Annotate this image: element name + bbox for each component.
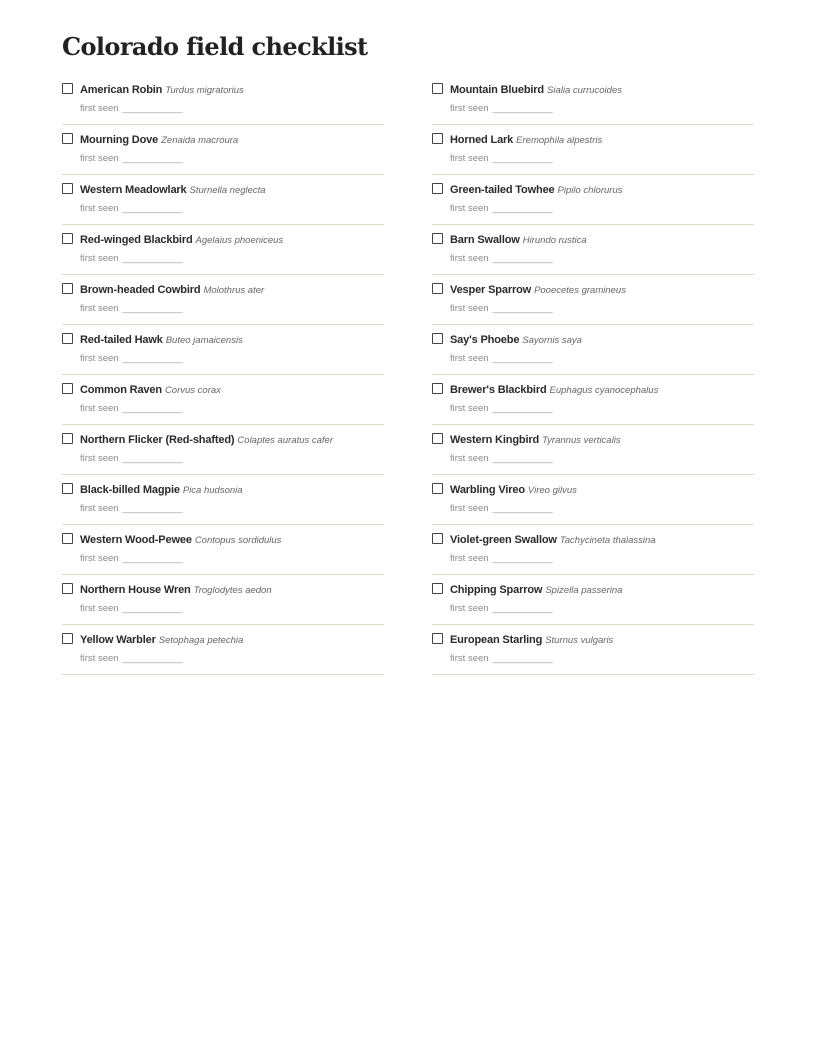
common-name: Brewer's Blackbird	[450, 384, 547, 396]
first-seen-blank[interactable]: ____________	[122, 453, 183, 464]
first-seen-blank[interactable]: ____________	[492, 553, 553, 564]
checkbox[interactable]	[432, 83, 443, 94]
scientific-name: Contopus sordidulus	[194, 535, 282, 546]
first-seen-blank[interactable]: ____________	[122, 253, 183, 264]
common-name: Red-winged Blackbird	[80, 234, 193, 246]
species-line	[80, 632, 243, 648]
species-line	[450, 582, 622, 598]
scientific-name: Zenaida macroura	[161, 135, 239, 146]
first-seen-label: first seen	[450, 253, 489, 264]
first-seen-blank[interactable]: ____________	[122, 153, 183, 164]
scientific-name: Pica hudsonia	[182, 485, 243, 496]
first-seen-line	[450, 203, 552, 215]
first-seen-line	[450, 253, 552, 265]
checklist-item	[432, 125, 754, 175]
first-seen-blank[interactable]: ____________	[492, 453, 553, 464]
first-seen-line	[80, 253, 182, 265]
first-seen-line	[80, 103, 182, 115]
first-seen-blank[interactable]: ____________	[492, 253, 553, 264]
common-name: Green-tailed Towhee	[450, 184, 555, 196]
species-line	[80, 232, 283, 248]
first-seen-line	[450, 153, 552, 165]
common-name: Mountain Bluebird	[450, 84, 544, 96]
checklist-item	[62, 575, 384, 625]
first-seen-blank[interactable]: ____________	[122, 403, 183, 414]
common-name: Chipping Sparrow	[450, 584, 543, 596]
first-seen-label: first seen	[450, 653, 489, 664]
common-name: Western Meadowlark	[80, 184, 187, 196]
common-name: Mourning Dove	[80, 134, 159, 146]
checklist-item	[432, 625, 754, 675]
common-name: Common Raven	[80, 384, 162, 396]
checklist-item	[432, 225, 754, 275]
checklist-item	[62, 175, 384, 225]
first-seen-label: first seen	[80, 303, 119, 314]
common-name: Northern Flicker (Red-shafted)	[80, 434, 235, 446]
checkbox[interactable]	[62, 583, 73, 594]
checklist-item	[62, 375, 384, 425]
checkbox[interactable]	[62, 433, 73, 444]
first-seen-line	[450, 603, 552, 615]
scientific-name: Setophaga petechia	[158, 635, 244, 646]
page-title: Colorado field checklist	[62, 32, 368, 61]
first-seen-label: first seen	[450, 553, 489, 564]
scientific-name: Euphagus cyanocephalus	[549, 385, 659, 396]
checklist-item	[432, 575, 754, 625]
common-name: Brown-headed Cowbird	[80, 284, 201, 296]
checklist-item	[62, 525, 384, 575]
checklist-column-right	[432, 75, 754, 675]
checklist-item	[62, 475, 384, 525]
species-line	[80, 132, 238, 148]
species-line	[450, 182, 622, 198]
scientific-name: Vireo gilvus	[527, 485, 577, 496]
first-seen-label: first seen	[450, 103, 489, 114]
scientific-name: Sialia currucoides	[547, 85, 622, 96]
checkbox[interactable]	[62, 83, 73, 94]
first-seen-blank[interactable]: ____________	[122, 653, 183, 664]
first-seen-line	[80, 203, 182, 215]
common-name: Western Kingbird	[450, 434, 540, 446]
species-line	[450, 482, 577, 498]
species-line	[80, 332, 243, 348]
first-seen-line	[450, 553, 552, 565]
species-line	[80, 82, 244, 98]
first-seen-label: first seen	[450, 453, 489, 464]
first-seen-blank[interactable]: ____________	[492, 603, 553, 614]
checkbox[interactable]	[432, 633, 443, 644]
first-seen-label: first seen	[80, 553, 119, 564]
species-line	[450, 232, 587, 248]
first-seen-line	[450, 503, 552, 515]
first-seen-blank[interactable]: ____________	[492, 103, 553, 114]
first-seen-blank[interactable]: ____________	[492, 353, 553, 364]
first-seen-label: first seen	[80, 453, 119, 464]
checkbox[interactable]	[62, 183, 73, 194]
species-line	[80, 382, 221, 398]
first-seen-label: first seen	[450, 353, 489, 364]
checkbox[interactable]	[62, 133, 73, 144]
checklist-item	[432, 175, 754, 225]
checklist-item	[432, 525, 754, 575]
scientific-name: Pooecetes gramineus	[534, 285, 626, 296]
first-seen-label: first seen	[80, 403, 119, 414]
first-seen-label: first seen	[450, 303, 489, 314]
first-seen-line	[80, 403, 182, 415]
scientific-name: Pipilo chlorurus	[557, 185, 623, 196]
checklist-item	[432, 425, 754, 475]
common-name: Northern House Wren	[80, 584, 191, 596]
first-seen-blank[interactable]: ____________	[122, 203, 183, 214]
checklist-item	[432, 375, 754, 425]
common-name: Warbling Vireo	[450, 484, 525, 496]
common-name: Say's Phoebe	[450, 334, 520, 346]
species-line	[80, 282, 264, 298]
checkbox[interactable]	[432, 333, 443, 344]
first-seen-label: first seen	[80, 603, 119, 614]
first-seen-label: first seen	[80, 203, 119, 214]
scientific-name: Colaptes auratus cafer	[237, 435, 334, 446]
first-seen-blank[interactable]: ____________	[122, 303, 183, 314]
common-name: American Robin	[80, 84, 163, 96]
checkbox[interactable]	[62, 333, 73, 344]
first-seen-blank[interactable]: ____________	[122, 603, 183, 614]
first-seen-label: first seen	[80, 153, 119, 164]
first-seen-line	[80, 653, 182, 665]
common-name: Horned Lark	[450, 134, 514, 146]
first-seen-line	[450, 353, 552, 365]
checklist-item	[432, 325, 754, 375]
checklist-item	[62, 75, 384, 125]
checklist-item	[432, 475, 754, 525]
scientific-name: Turdus migratorius	[165, 85, 244, 96]
first-seen-line	[450, 103, 552, 115]
scientific-name: Troglodytes aedon	[193, 585, 272, 596]
checklist-item	[432, 275, 754, 325]
common-name: Yellow Warbler	[80, 634, 156, 646]
first-seen-line	[80, 603, 182, 615]
checkbox[interactable]	[432, 483, 443, 494]
first-seen-blank[interactable]: ____________	[492, 403, 553, 414]
common-name: Red-tailed Hawk	[80, 334, 163, 346]
first-seen-line	[450, 303, 552, 315]
scientific-name: Corvus corax	[164, 385, 221, 396]
first-seen-label: first seen	[450, 403, 489, 414]
first-seen-label: first seen	[80, 103, 119, 114]
species-line	[450, 632, 613, 648]
first-seen-blank[interactable]: ____________	[122, 103, 183, 114]
checkbox[interactable]	[432, 533, 443, 544]
species-line	[80, 532, 281, 548]
first-seen-blank[interactable]: ____________	[492, 203, 553, 214]
species-line	[450, 432, 621, 448]
checkbox[interactable]	[432, 583, 443, 594]
first-seen-label: first seen	[80, 353, 119, 364]
species-line	[450, 82, 622, 98]
first-seen-line	[80, 303, 182, 315]
first-seen-label: first seen	[80, 503, 119, 514]
scientific-name: Spizella passerina	[545, 585, 623, 596]
first-seen-label: first seen	[80, 253, 119, 264]
checkbox[interactable]	[432, 383, 443, 394]
first-seen-line	[450, 403, 552, 415]
first-seen-line	[450, 453, 552, 465]
first-seen-label: first seen	[80, 653, 119, 664]
checkbox[interactable]	[432, 233, 443, 244]
scientific-name: Buteo jamaicensis	[165, 335, 243, 346]
checklist-item	[62, 225, 384, 275]
first-seen-blank[interactable]: ____________	[492, 153, 553, 164]
checklist-column-left	[62, 75, 384, 675]
species-line	[450, 282, 626, 298]
checkbox[interactable]	[432, 283, 443, 294]
checkbox[interactable]	[432, 183, 443, 194]
first-seen-line	[80, 553, 182, 565]
checkbox[interactable]	[62, 483, 73, 494]
checkbox[interactable]	[432, 133, 443, 144]
common-name: Western Wood-Pewee	[80, 534, 192, 546]
common-name: Barn Swallow	[450, 234, 520, 246]
checkbox[interactable]	[62, 233, 73, 244]
checklist-item	[62, 125, 384, 175]
species-line	[80, 582, 272, 598]
checkbox[interactable]	[62, 533, 73, 544]
checkbox[interactable]	[62, 383, 73, 394]
first-seen-label: first seen	[450, 203, 489, 214]
scientific-name: Eremophila alpestris	[516, 135, 603, 146]
species-line	[450, 382, 658, 398]
species-line	[450, 532, 656, 548]
checklist-item	[62, 625, 384, 675]
species-line	[80, 182, 266, 198]
checkbox[interactable]	[62, 633, 73, 644]
checklist-item	[432, 75, 754, 125]
first-seen-line	[450, 653, 552, 665]
checklist-item	[62, 425, 384, 475]
first-seen-line	[80, 153, 182, 165]
first-seen-blank[interactable]: ____________	[122, 553, 183, 564]
first-seen-blank[interactable]: ____________	[492, 303, 553, 314]
first-seen-line	[80, 453, 182, 465]
scientific-name: Molothrus ater	[203, 285, 265, 296]
scientific-name: Sayornis saya	[522, 335, 582, 346]
scientific-name: Tyrannus verticalis	[542, 435, 621, 446]
first-seen-line	[80, 503, 182, 515]
species-line	[450, 132, 602, 148]
scientific-name: Hirundo rustica	[522, 235, 587, 246]
first-seen-blank[interactable]: ____________	[492, 653, 553, 664]
common-name: Black-billed Magpie	[80, 484, 180, 496]
first-seen-label: first seen	[450, 503, 489, 514]
common-name: Vesper Sparrow	[450, 284, 532, 296]
common-name: European Starling	[450, 634, 543, 646]
scientific-name: Sturnus vulgaris	[545, 635, 614, 646]
first-seen-blank[interactable]: ____________	[492, 503, 553, 514]
first-seen-label: first seen	[450, 603, 489, 614]
first-seen-blank[interactable]: ____________	[122, 503, 183, 514]
scientific-name: Sturnella neglecta	[189, 185, 266, 196]
checklist-item	[62, 275, 384, 325]
common-name: Violet-green Swallow	[450, 534, 557, 546]
scientific-name: Tachycineta thalassina	[559, 535, 656, 546]
checklist-item	[62, 325, 384, 375]
species-line	[450, 332, 582, 348]
first-seen-label: first seen	[450, 153, 489, 164]
scientific-name: Agelaius phoeniceus	[195, 235, 284, 246]
species-line	[80, 432, 333, 448]
checkbox[interactable]	[432, 433, 443, 444]
first-seen-blank[interactable]: ____________	[122, 353, 183, 364]
checkbox[interactable]	[62, 283, 73, 294]
first-seen-line	[80, 353, 182, 365]
species-line	[80, 482, 243, 498]
